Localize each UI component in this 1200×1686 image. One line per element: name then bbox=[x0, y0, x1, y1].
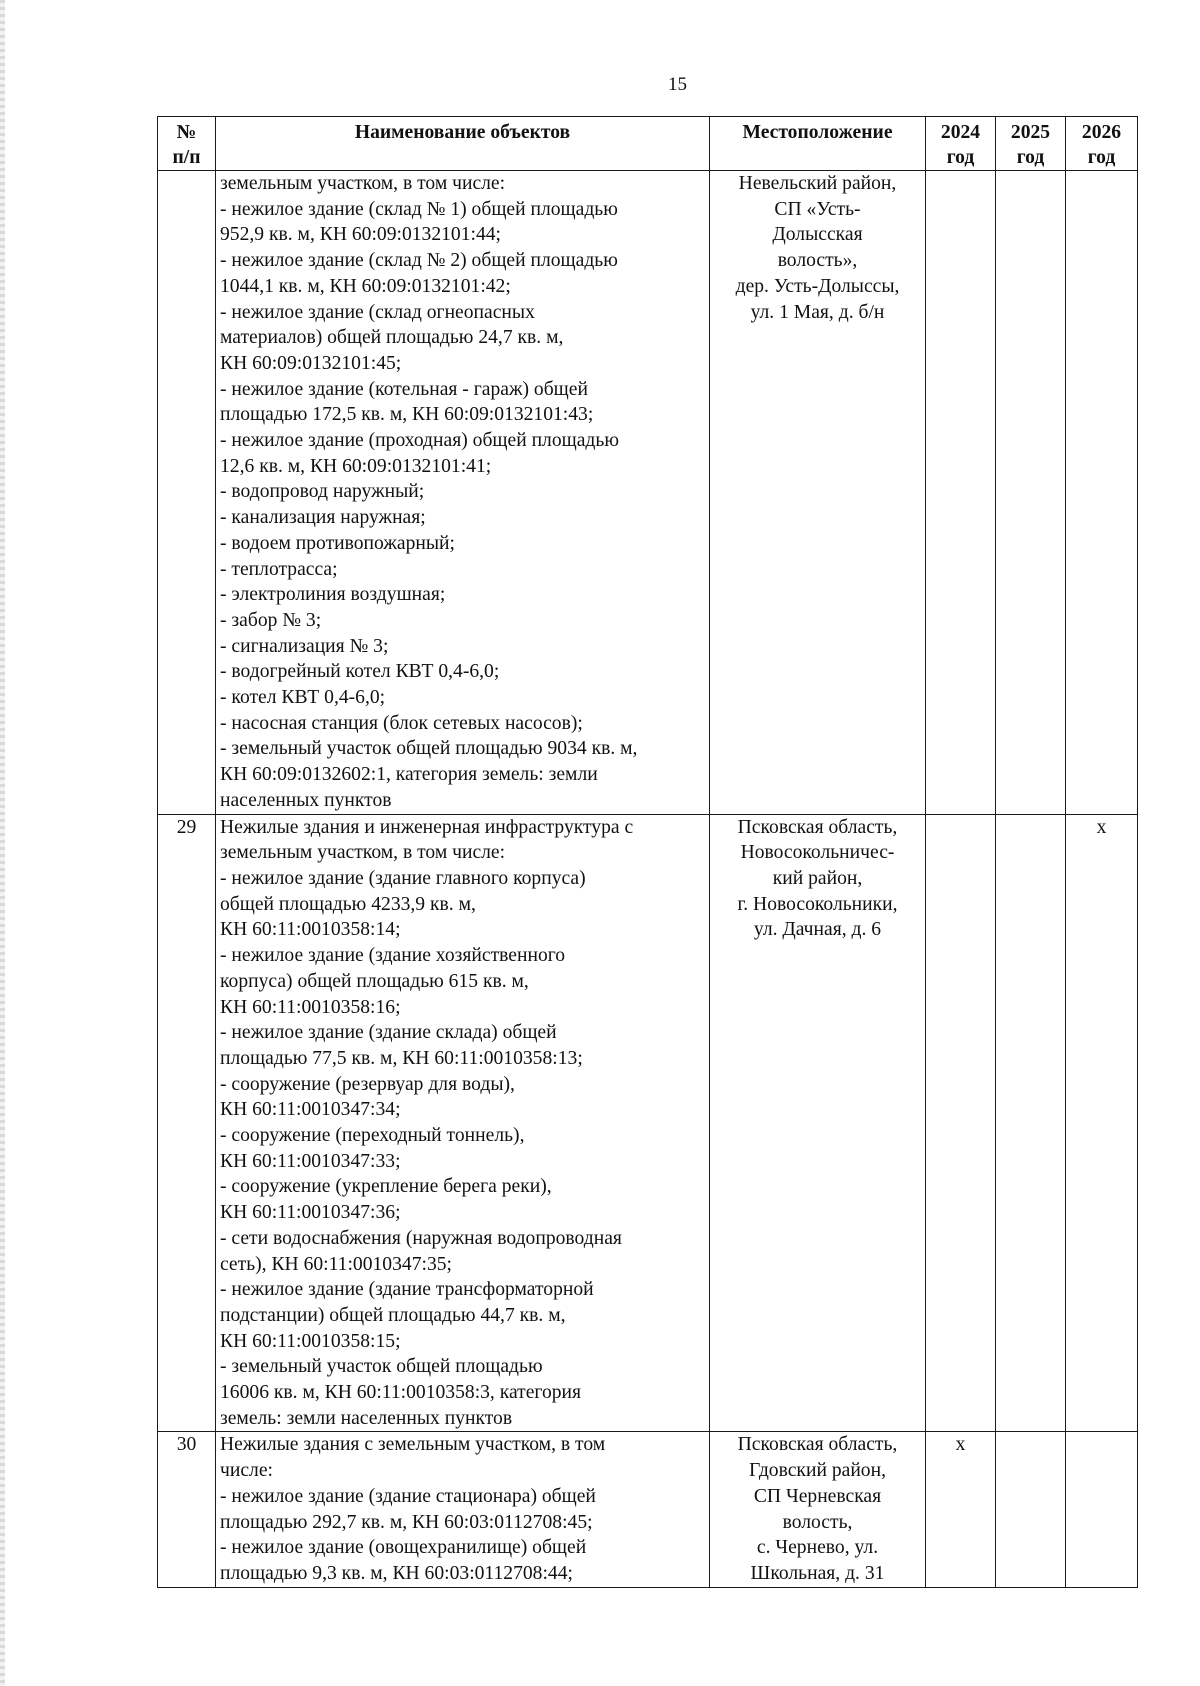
table-row bbox=[158, 814, 1138, 1432]
description-line: подстанции) общей площадью 44,7 кв. м, bbox=[220, 1304, 566, 1326]
row-number bbox=[158, 171, 216, 815]
object-description bbox=[216, 171, 710, 815]
description-line: - нежилое здание (проходная) общей площадью bbox=[220, 430, 619, 452]
description-line: 12,6 кв. м, КН 60:09:0132101:41; bbox=[220, 455, 492, 477]
description-line: 952,9 кв. м, КН 60:09:0132101:44; bbox=[220, 224, 501, 246]
description-line: - нежилое здание (котельная - гараж) общей bbox=[220, 378, 588, 400]
description-line: площадью 9,3 кв. м, КН 60:03:0112708:44; bbox=[220, 1562, 573, 1584]
mark-2025 bbox=[996, 171, 1066, 815]
location-line: волость, bbox=[782, 1511, 853, 1533]
description-line: земель: земли населенных пунктов bbox=[220, 1407, 513, 1429]
header-year-label: 2025 bbox=[1010, 122, 1051, 143]
header-year-2024 bbox=[926, 117, 996, 171]
table-row bbox=[158, 1432, 1138, 1587]
location-line: Псковская область, bbox=[737, 1434, 898, 1456]
objects-table bbox=[157, 116, 1138, 1588]
description-line: 1044,1 кв. м, КН 60:09:0132101:42; bbox=[220, 275, 511, 297]
description-line: - нежилое здание (здание главного корпуса) bbox=[220, 867, 586, 889]
description-line: земельным участком, в том числе: bbox=[220, 842, 506, 864]
object-description bbox=[216, 814, 710, 1432]
object-description bbox=[216, 1432, 710, 1587]
description-line: - котел КВТ 0,4-6,0; bbox=[220, 687, 386, 709]
location-line: волость», bbox=[777, 250, 858, 272]
location-line: Долысская bbox=[772, 224, 863, 246]
description-line: корпуса) общей площадью 615 кв. м, bbox=[220, 970, 529, 992]
description-line: КН 60:11:0010358:16; bbox=[220, 996, 401, 1018]
mark-2024: х bbox=[926, 1432, 996, 1587]
mark-2026 bbox=[1066, 1432, 1138, 1587]
header-year-2025 bbox=[996, 117, 1066, 171]
location-line: Гдовский район, bbox=[748, 1460, 886, 1482]
location-line: с. Чернево, ул. bbox=[756, 1537, 879, 1559]
location-line: Невельский район, bbox=[738, 173, 897, 194]
header-year-label: 2026 bbox=[1081, 122, 1122, 143]
description-line: населенных пунктов bbox=[220, 789, 392, 811]
description-line: - сооружение (укрепление берега реки), bbox=[220, 1176, 552, 1198]
description-line: КН 60:11:0010358:14; bbox=[220, 919, 401, 941]
mark-2025 bbox=[996, 814, 1066, 1432]
description-line: КН 60:09:0132602:1, категория земель: земли bbox=[220, 764, 598, 786]
location-line: Школьная, д. 31 bbox=[750, 1562, 885, 1584]
header-year-suffix: год bbox=[1016, 147, 1045, 168]
location-line: СП «Усть- bbox=[774, 198, 861, 220]
location-line: кий район, bbox=[772, 867, 863, 889]
mark-2024 bbox=[926, 814, 996, 1432]
location-line: ул. Дачная, д. 6 bbox=[753, 919, 882, 941]
header-year-suffix: год bbox=[1087, 147, 1116, 168]
object-location bbox=[710, 814, 926, 1432]
description-line: - нежилое здание (овощехранилище) общей bbox=[220, 1537, 587, 1559]
description-line: - нежилое здание (здание склада) общей bbox=[220, 1022, 557, 1044]
location-line: Псковская область, bbox=[737, 816, 898, 838]
description-line: площадью 172,5 кв. м, КН 60:09:0132101:43; bbox=[220, 404, 594, 426]
description-line: - нежилое здание (здание стационара) общей bbox=[220, 1485, 596, 1507]
location-line: СП Черневская bbox=[753, 1485, 882, 1507]
description-line: - сигнализация № 3; bbox=[220, 635, 389, 657]
description-line: земельным участком, в том числе: bbox=[220, 173, 506, 194]
description-line: общей площадью 4233,9 кв. м, bbox=[220, 893, 476, 915]
description-line: - нежилое здание (склад № 2) общей площадью bbox=[220, 250, 618, 272]
description-line: - насосная станция (блок сетевых насосов); bbox=[220, 712, 583, 734]
description-line: - водогрейный котел КВТ 0,4-6,0; bbox=[220, 661, 500, 683]
mark-2024 bbox=[926, 171, 996, 815]
header-name: Наименование объектов bbox=[216, 117, 710, 171]
description-line: - сети водоснабжения (наружная водопроводная bbox=[220, 1227, 622, 1249]
description-line: - забор № 3; bbox=[220, 609, 322, 631]
description-line: - теплотрасса; bbox=[220, 558, 338, 580]
mark-2025 bbox=[996, 1432, 1066, 1587]
description-line: КН 60:11:0010347:34; bbox=[220, 1099, 401, 1121]
description-line: Нежилые здания с земельным участком, в том bbox=[220, 1434, 606, 1456]
location-line: ул. 1 Мая, д. б/н bbox=[750, 301, 885, 323]
header-num-line1: № bbox=[176, 122, 197, 143]
object-location bbox=[710, 1432, 926, 1587]
table-header-row bbox=[158, 117, 1138, 171]
description-line: материалов) общей площадью 24,7 кв. м, bbox=[220, 327, 564, 349]
description-line: - сооружение (переходный тоннель), bbox=[220, 1125, 525, 1147]
header-num bbox=[158, 117, 216, 171]
description-line: 16006 кв. м, КН 60:11:0010358:3, категория bbox=[220, 1382, 582, 1404]
object-location bbox=[710, 171, 926, 815]
description-line: - земельный участок общей площадью 9034 кв. м, bbox=[220, 738, 638, 760]
description-line: - земельный участок общей площадью bbox=[220, 1356, 543, 1378]
header-year-suffix: год bbox=[946, 147, 975, 168]
description-line: сеть), КН 60:11:0010347:35; bbox=[220, 1253, 452, 1275]
header-num-line2: п/п bbox=[172, 147, 201, 168]
row-number: 30 bbox=[158, 1432, 216, 1587]
location-line: дер. Усть-Долыссы, bbox=[735, 275, 900, 297]
description-line: - нежилое здание (здание хозяйственного bbox=[220, 945, 566, 967]
header-location: Местоположение bbox=[710, 117, 926, 171]
description-line: - нежилое здание (склад № 1) общей площадью bbox=[220, 198, 618, 220]
mark-2026 bbox=[1066, 171, 1138, 815]
description-line: числе: bbox=[220, 1460, 273, 1482]
description-line: - электролиния воздушная; bbox=[220, 584, 446, 606]
page-number: 15 bbox=[668, 74, 687, 95]
description-line: КН 60:09:0132101:45; bbox=[220, 352, 402, 374]
description-line: - канализация наружная; bbox=[220, 507, 426, 529]
description-line: - сооружение (резервуар для воды), bbox=[220, 1073, 515, 1095]
description-line: - водопровод наружный; bbox=[220, 481, 425, 503]
description-line: - нежилое здание (здание трансформаторной bbox=[220, 1279, 594, 1301]
header-year-label: 2024 bbox=[940, 122, 981, 143]
description-line: КН 60:11:0010358:15; bbox=[220, 1330, 401, 1352]
description-line: - нежилое здание (склад огнеопасных bbox=[220, 301, 535, 323]
description-line: - водоем противопожарный; bbox=[220, 532, 455, 554]
row-number: 29 bbox=[158, 814, 216, 1432]
location-line: Новосокольничес- bbox=[740, 842, 895, 864]
description-line: площадью 292,7 кв. м, КН 60:03:0112708:45; bbox=[220, 1511, 593, 1533]
description-line: КН 60:11:0010347:36; bbox=[220, 1202, 401, 1224]
description-line: площадью 77,5 кв. м, КН 60:11:0010358:13; bbox=[220, 1047, 583, 1069]
description-line: КН 60:11:0010347:33; bbox=[220, 1150, 401, 1172]
location-line: г. Новосокольники, bbox=[737, 893, 898, 915]
header-year-2026 bbox=[1066, 117, 1138, 171]
description-line: Нежилые здания и инженерная инфраструктура с bbox=[220, 816, 634, 838]
mark-2026: х bbox=[1066, 814, 1138, 1432]
scan-edge bbox=[0, 0, 5, 1686]
table-row bbox=[158, 171, 1138, 815]
